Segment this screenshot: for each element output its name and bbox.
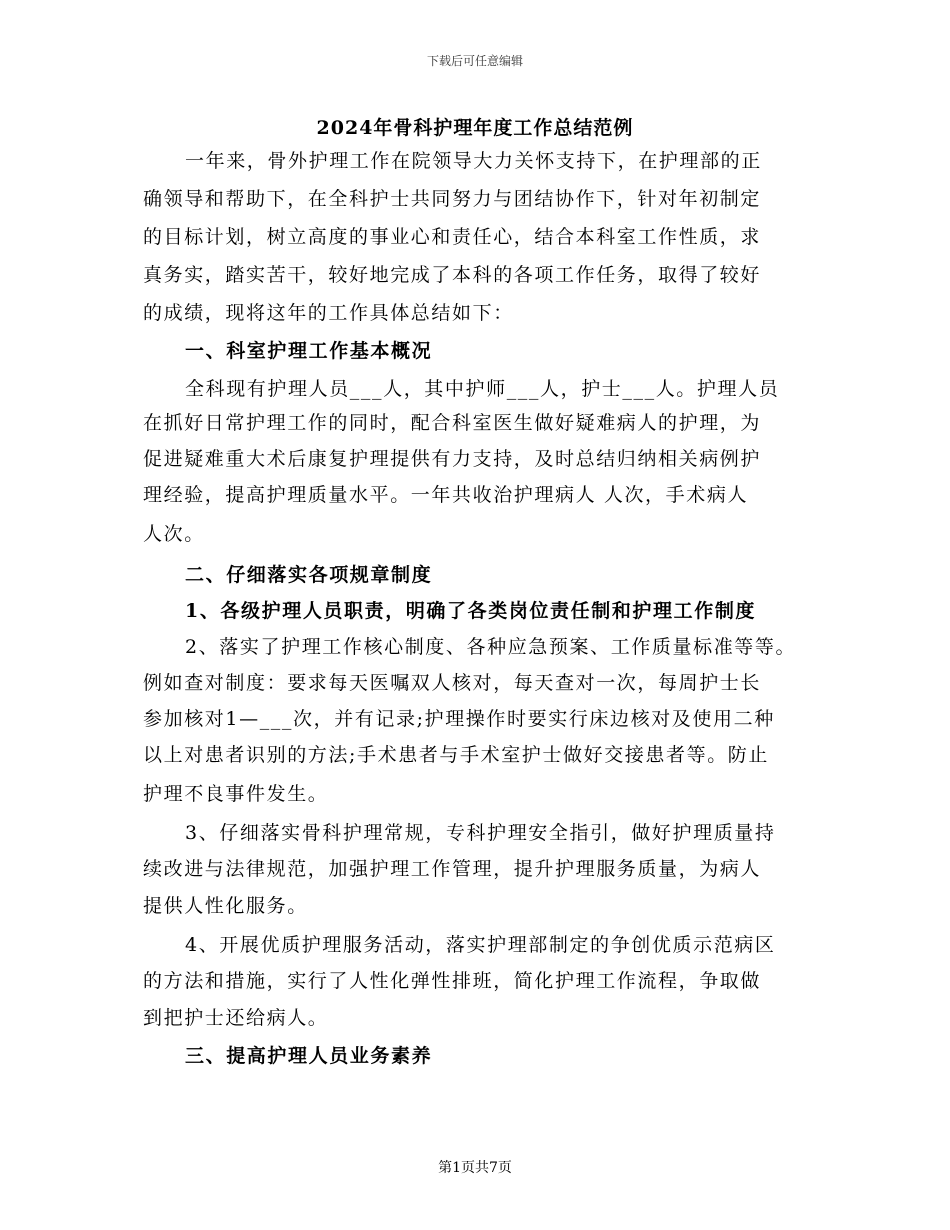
page-footer: 第1页共7页 — [438, 1160, 512, 1176]
paragraph-line: 3、仔细落实骨科护理常规，专科护理安全指引，做好护理质量持 — [185, 822, 776, 844]
paragraph-line: 参加核对1—___次，并有记录;护理操作时要实行床边核对及使用二种 — [143, 708, 775, 730]
paragraph-line: 在抓好日常护理工作的同时，配合科室医生做好疑难病人的护理，为 — [143, 412, 762, 434]
paragraph-line: 提供人性化服务。 — [143, 895, 308, 917]
paragraph-line: 护理不良事件发生。 — [143, 783, 329, 805]
section-heading: 三、提高护理人员业务素养 — [185, 1045, 433, 1067]
paragraph-line: 2、落实了护理工作核心制度、各种应急预案、工作质量标准等等。 — [185, 636, 797, 658]
paragraph-line: 的成绩，现将这年的工作具体总结如下： — [143, 302, 514, 324]
paragraph-line: 促进疑难重大术后康复护理提供有力支持，及时总结归纳相关病例护 — [143, 448, 762, 470]
paragraph-line: 以上对患者识别的方法;手术患者与手术室护士做好交接患者等。防止 — [143, 744, 770, 766]
paragraph-line: 确领导和帮助下，在全科护士共同努力与团结协作下，针对年初制定 — [143, 188, 762, 210]
section-heading: 一、科室护理工作基本概况 — [185, 340, 433, 362]
paragraph-line: 真务实，踏实苦干，较好地完成了本科的各项工作任务，取得了较好 — [143, 264, 762, 286]
paragraph-line: 的方法和措施，实行了人性化弹性排班，简化护理工作流程，争取做 — [143, 970, 762, 992]
page-header: 下载后可任意编辑 — [426, 54, 523, 68]
paragraph-line: 的目标计划，树立高度的事业心和责任心，结合本科室工作性质，求 — [143, 226, 762, 248]
paragraph-line: 一年来，骨外护理工作在院领导大力关怀支持下，在护理部的正 — [185, 150, 762, 172]
paragraph-line: 到把护士还给病人。 — [143, 1007, 329, 1029]
paragraph-line: 理经验，提高护理质量水平。一年共收治护理病人 人次，手术病人 — [143, 484, 749, 506]
subsection-heading: 1、各级护理人员职责，明确了各类岗位责任制和护理工作制度 — [185, 600, 757, 622]
paragraph-line: 4、开展优质护理服务活动，落实护理部制定的争创优质示范病区 — [185, 934, 776, 956]
paragraph-line: 例如查对制度：要求每天医嘱双人核对，每天查对一次，每周护士长 — [143, 672, 762, 694]
paragraph-line: 全科现有护理人员___人，其中护师___人，护士___人。护理人员 — [185, 378, 780, 400]
document-title: 2024年骨科护理年度工作总结范例 — [316, 117, 634, 139]
section-heading: 二、仔细落实各项规章制度 — [185, 564, 433, 586]
paragraph-line: 人次。 — [143, 523, 205, 545]
paragraph-line: 续改进与法律规范，加强护理工作管理，提升护理服务质量，为病人 — [143, 858, 762, 880]
